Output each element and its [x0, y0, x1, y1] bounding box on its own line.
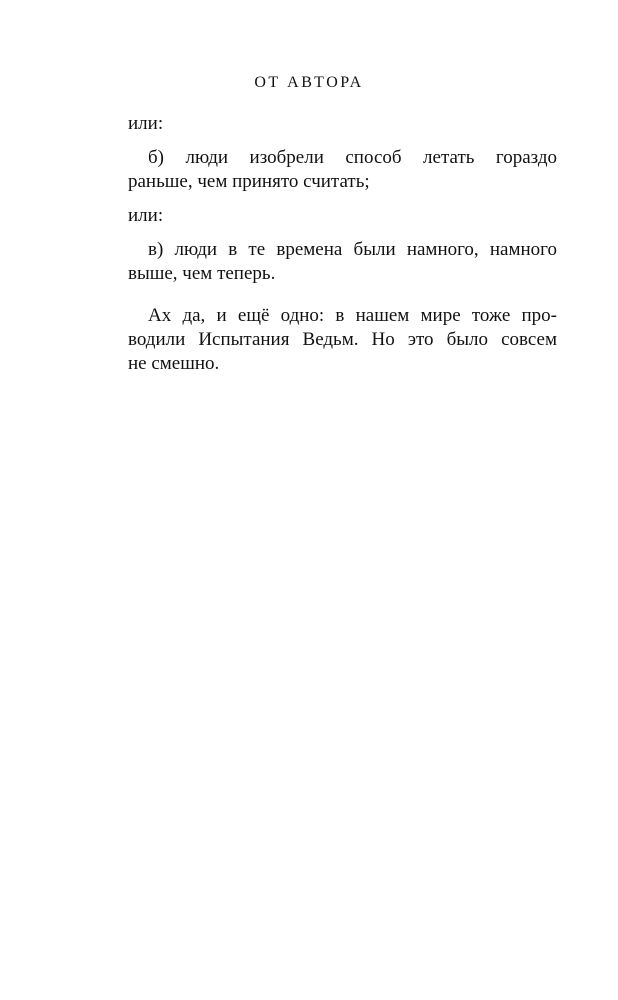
text-line-option-v-1: в) люди в те времена были намного, намного: [148, 239, 557, 260]
text-line-ili-1: или:: [128, 113, 164, 134]
body-text: [128, 112, 557, 376]
text-line-option-b-1: б) люди изобрели способ летать гораздо: [148, 147, 557, 168]
text-line-option-b-2: раньше, чем принято считать;: [128, 171, 370, 192]
text-line-paragraph-3: не смешно.: [128, 353, 220, 374]
text-line-paragraph-2: водили Испытания Ведьм. Но это было совсем: [128, 329, 557, 350]
text-line-paragraph-1: Ах да, и ещё одно: в нашем мире тоже про-: [148, 305, 557, 326]
running-head: ОТ АВТОРА: [254, 74, 364, 91]
text-line-option-v-2: выше, чем теперь.: [128, 263, 276, 284]
text-line-ili-2: или:: [128, 205, 164, 226]
